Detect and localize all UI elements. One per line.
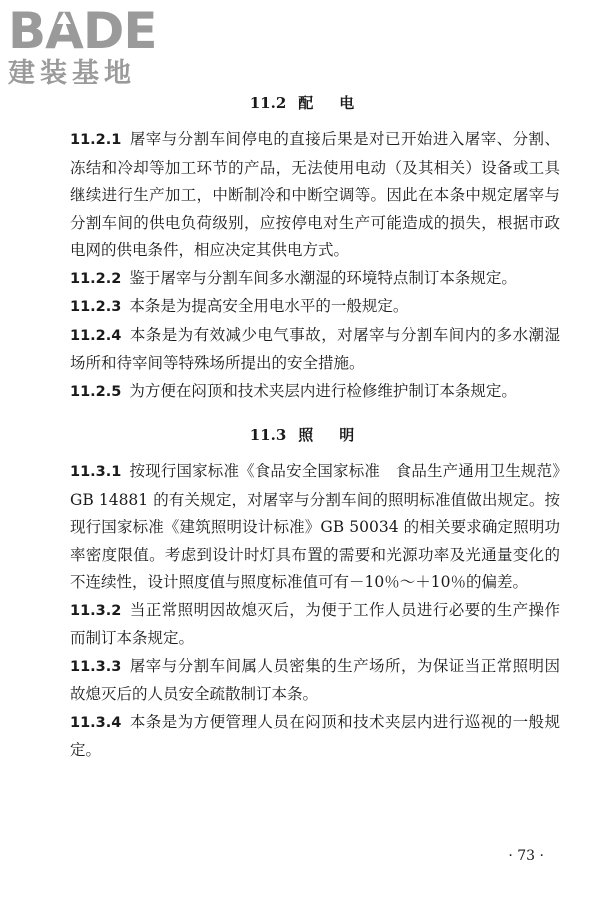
bade-watermark-logo: [8, 2, 178, 90]
clause-number: 11.2.2: [70, 270, 122, 287]
clause-number: 11.2.4: [70, 327, 122, 344]
clause-11-2-4: [70, 322, 560, 378]
page-number: · 73 ·: [508, 848, 544, 864]
clause-11-3-3: [70, 653, 560, 709]
clause-11-3-1: [70, 458, 560, 597]
clause-number: 11.2.5: [70, 383, 122, 400]
clause-11-3-4: [70, 709, 560, 765]
clause-text: 鉴于屠宰与分割车间多水潮湿的环境特点制订本条规定。: [129, 268, 517, 287]
section-title: 照明: [298, 426, 381, 444]
clause-number: 11.3.2: [70, 602, 122, 619]
watermark-brand-a-letter: A: [45, 2, 83, 60]
clause-text: 本条是为方便管理人员在闷顶和技术夹层内进行巡视的一般规定。: [70, 712, 560, 759]
clause-text: 本条是为提高安全用电水平的一般规定。: [129, 297, 409, 315]
watermark-brand-b: B: [8, 2, 46, 60]
section-body-11-2: [70, 126, 560, 406]
watermark-brand-de: DE: [82, 2, 157, 60]
clause-text: 按现行国家标准《食品安全国家标准 食品生产通用卫生规范》GB 14881 的有关规定，对屠宰与分割车间的照明标准值做出规定。按现行国家标准《建筑照明设计标准》GB 50034 的相关要求确定照明功率密度限值。考虑到设计时灯具布置的需要和光源功率及光通量变化的不连续性，设计照度值与照度标准值可有－10％～＋10％的偏差。: [70, 462, 560, 591]
clause-11-2-2: [70, 265, 560, 294]
section-heading-11-3: [70, 420, 560, 450]
watermark-brand-a: [45, 2, 83, 60]
clause-11-3-2: [70, 597, 560, 653]
clause-11-2-3: [70, 293, 560, 322]
section-body-11-3: [70, 458, 560, 765]
watermark-brand: [8, 2, 178, 60]
clause-text: 屠宰与分割车间属人员密集的生产场所，为保证当正常照明因故熄灭后的人员安全疏散制订本条。: [70, 656, 560, 703]
clause-text: 当正常照明因故熄灭后，为便于工作人员进行必要的生产操作而制订本条规定。: [70, 600, 560, 647]
section-number: 11.3: [249, 426, 287, 444]
watermark-a-notch: [57, 12, 71, 24]
section-number: 11.2: [249, 94, 287, 112]
clause-text: 屠宰与分割车间停电的直接后果是对已开始进入屠宰、分割、冻结和冷却等加工环节的产品，无法使用电动（及其相关）设备或工具继续进行生产加工，中断制冷和中断空调等。因此在本条中规定屠宰与分割车间的供电负荷级别，应按停电对生产可能造成的损失，根据市政电网的供电条件，相应决定其供电方式。: [70, 130, 560, 259]
clause-number: 11.3.3: [70, 658, 122, 675]
clause-number: 11.3.4: [70, 714, 122, 731]
section-heading-11-2: [70, 88, 560, 118]
clause-number: 11.3.1: [70, 464, 122, 480]
clause-number: 11.2.3: [70, 299, 122, 315]
clause-number: 11.2.1: [70, 132, 122, 148]
clause-11-2-5: [70, 378, 560, 407]
watermark-subtitle: 建装基地: [8, 58, 136, 89]
clause-text: 为方便在闷顶和技术夹层内进行检修维护制订本条规定。: [129, 381, 517, 400]
clause-11-2-1: [70, 126, 560, 265]
clause-text: 本条是为有效减少电气事故，对屠宰与分割车间内的多水潮湿场所和待宰间等特殊场所提出的安全措施。: [70, 325, 560, 372]
section-title: 配电: [298, 94, 381, 112]
document-page: [70, 88, 560, 765]
